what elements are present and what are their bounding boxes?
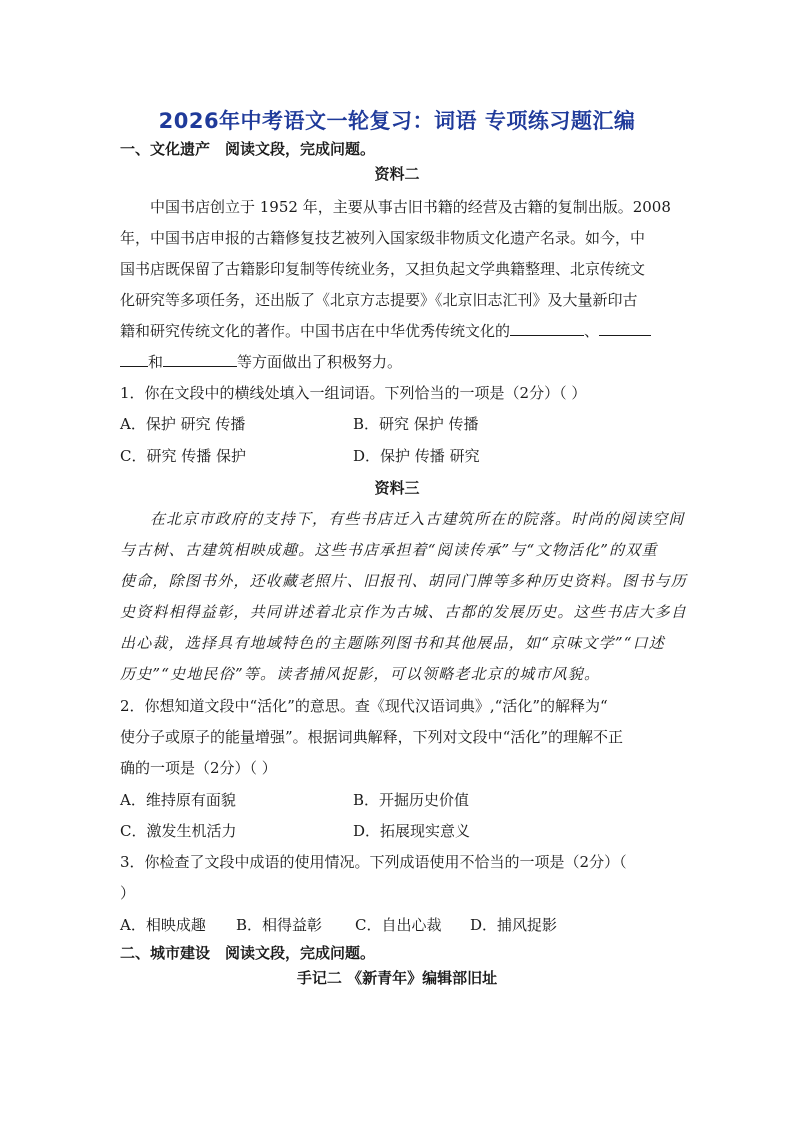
- fill-blank-1[interactable]: [510, 321, 584, 336]
- material-3-line-2: 与古树、古建筑相映成趣。这些书店承担着“阅读传承”与“文物活化”的双重: [120, 541, 658, 559]
- fill-blank-3[interactable]: [163, 352, 237, 367]
- question-1-stem: 1．你在文段中的横线处填入一组词语。下列恰当的一项是（2分）（ ）: [120, 384, 587, 402]
- material-2-line-6: [120, 351, 680, 372]
- material-3-line-3: 使命，除图书外，还收藏老照片、旧报刊、胡同门牌等多种历史资料。图书与历: [120, 572, 688, 590]
- material-2-line-5-text: 籍和研究传统文化的著作。中国书店在中华优秀传统文化的: [120, 322, 511, 340]
- question-1-option-b[interactable]: B．研究 保护 传播: [353, 415, 479, 433]
- section-2-heading: 二、城市建设 阅读文段，完成问题。: [120, 944, 376, 962]
- material-2-line-5: [120, 320, 680, 341]
- material-3-line-5: 出心裁，选择具有地域特色的主题陈列图书和其他展品，如“京味文学”“口述: [120, 634, 666, 652]
- material-3-line-1: 在北京市政府的支持下，有些书店迁入古建筑所在的院落。时尚的阅读空间: [150, 510, 685, 528]
- section-1-heading: 一、文化遗产 阅读文段，完成问题。: [120, 140, 376, 158]
- material-2-line-3: 国书店既保留了古籍影印复制等传统业务，又担负起文学典籍整理、北京传统文: [120, 260, 646, 278]
- question-3-option-d[interactable]: D．捕风捉影: [470, 916, 558, 934]
- material-2-heading: 资料二: [374, 165, 420, 183]
- question-3-option-b[interactable]: B．相得益彰: [236, 916, 323, 934]
- question-2-line-3: 确的一项是（2分）（ ）: [120, 759, 277, 777]
- question-1-option-a[interactable]: A．保护 研究 传播: [120, 415, 246, 433]
- blank-separator: 、: [584, 322, 600, 340]
- question-2-option-b[interactable]: B．开掘历史价值: [353, 791, 470, 809]
- material-3-line-4: 史资料相得益彰，共同讲述着北京作为古城、古都的发展历史。这些书店大多自: [120, 603, 688, 621]
- question-2-line-2: 使分子或原子的能量增强”。根据词典解释，下列对文段中“活化”的理解不正: [120, 728, 624, 746]
- question-3-line-2: ）: [120, 884, 136, 902]
- question-2-option-d[interactable]: D．拓展现实意义: [353, 822, 471, 840]
- question-3-line-1: 3．你检查了文段中成语的使用情况。下列成语使用不恰当的一项是（2分）（: [120, 853, 627, 871]
- question-2-option-c[interactable]: C．激发生机活力: [120, 822, 237, 840]
- page-title: 2026年中考语文一轮复习：词语 专项练习题汇编: [158, 109, 636, 133]
- question-2-option-a[interactable]: A．维持原有面貌: [120, 791, 236, 809]
- question-1-option-c[interactable]: C．研究 传播 保护: [120, 447, 247, 465]
- question-2-line-1: 2．你想知道文段中“活化”的意思。查《现代汉语词典》,“活化”的解释为“: [120, 697, 608, 715]
- fill-blank-2-start[interactable]: [599, 321, 651, 336]
- material-3-heading: 资料三: [374, 479, 420, 497]
- question-3-option-c[interactable]: C．自出心裁: [355, 916, 442, 934]
- fill-blank-2-end[interactable]: [120, 352, 148, 367]
- material-3-line-6: 历史”“史地民俗”等。读者捕风捉影，可以领略老北京的城市风貌。: [120, 665, 601, 683]
- material-2-line-1: 中国书店创立于 1952 年，主要从事古旧书籍的经营及古籍的复制出版。2008: [150, 198, 671, 216]
- material-2-line-6-text: 等方面做出了积极努力。: [237, 353, 403, 371]
- material-2-line-2: 年，中国书店申报的古籍修复技艺被列入国家级非物质文化遗产名录。如今，中: [120, 229, 646, 247]
- question-1-option-d[interactable]: D．保护 传播 研究: [353, 447, 480, 465]
- material-2-line-4: 化研究等多项任务，还出版了《北京方志提要》《北京旧志汇刊》及大量新印古: [120, 291, 638, 309]
- note-2-heading: 手记二 《新青年》编辑部旧址: [296, 969, 498, 987]
- question-3-option-a[interactable]: A．相映成趣: [120, 916, 206, 934]
- blank-and: 和: [148, 353, 164, 371]
